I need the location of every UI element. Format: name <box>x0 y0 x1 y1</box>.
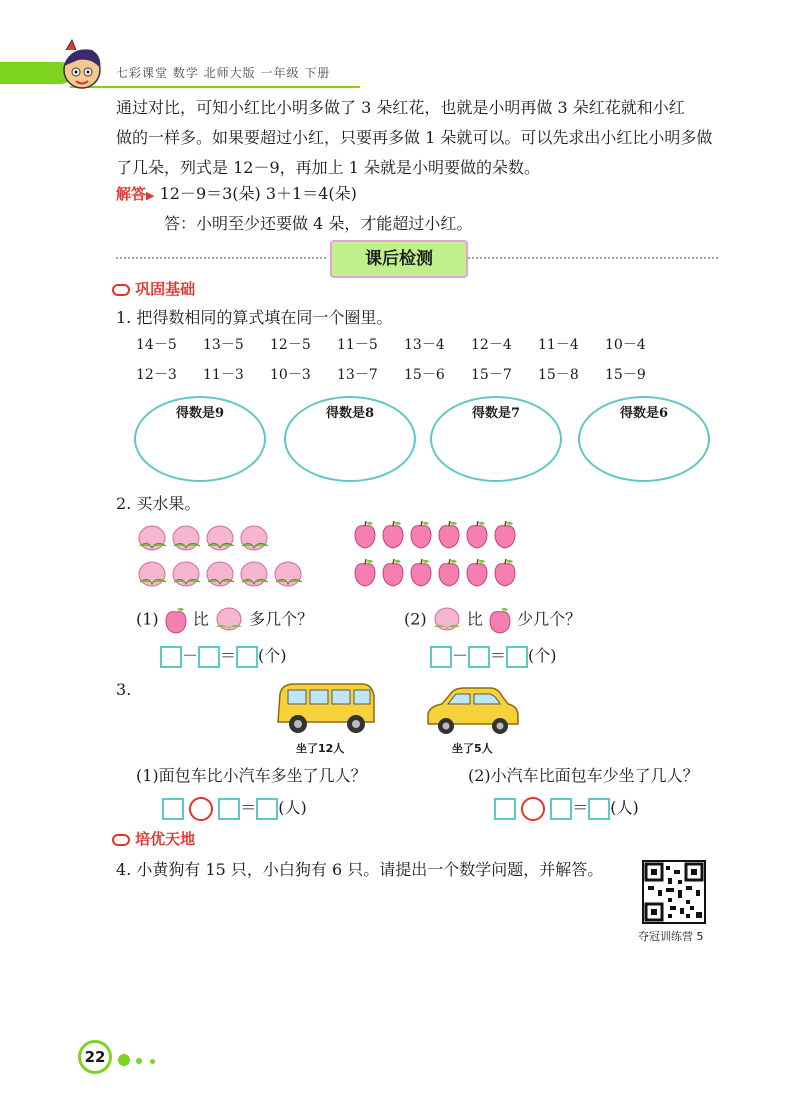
page-number: 22 <box>78 1040 112 1074</box>
section2-header <box>112 828 195 849</box>
divider-right <box>468 257 718 259</box>
equals-sign: ＝ <box>220 646 237 665</box>
answer-box[interactable] <box>160 646 182 668</box>
answer-box[interactable] <box>550 798 572 820</box>
operator-circle[interactable] <box>521 797 545 821</box>
q3-sub1: (1)面包车比小汽车多坐了几人？ <box>136 766 367 785</box>
answer-box[interactable] <box>236 646 258 668</box>
car-caption: 坐了5人 <box>452 742 493 755</box>
q3-sub1-equation <box>162 796 307 821</box>
apple-icon <box>488 606 512 634</box>
minus-sign: － <box>452 646 469 665</box>
operator-circle[interactable] <box>189 797 213 821</box>
q2-sub1-compare: 比 <box>192 609 209 629</box>
q2-sub1-question: 多几个？ <box>249 609 314 629</box>
expression-item[interactable]: 10－4 <box>605 337 646 353</box>
answer-box[interactable] <box>430 646 452 668</box>
footer-dot-medium <box>136 1058 142 1064</box>
oval-9-label: 得数是9 <box>175 406 225 421</box>
peach-icon <box>214 607 244 633</box>
expression-item[interactable]: 15－6 <box>404 367 445 383</box>
expression-item[interactable]: 11－3 <box>203 367 244 383</box>
oval-7-label: 得数是7 <box>471 406 521 421</box>
q4-prompt: 4. 小黄狗有 15 只，小白狗有 6 只。请提出一个数学问题，并解答。 <box>116 860 604 879</box>
header-title: 七彩课堂 数学 北师大版 一年级 下册 <box>116 66 331 80</box>
q2-sub2-num: (2) <box>404 609 427 629</box>
expression-item[interactable]: 11－5 <box>337 337 378 353</box>
expression-item[interactable]: 12－3 <box>136 367 177 383</box>
equals-sign: ＝ <box>240 798 257 817</box>
answer-row <box>116 182 357 208</box>
solution-line-1: 通过对比，可知小红比小明多做了 3 朵红花，也就是小明再做 3 朵红花就和小红 <box>116 98 685 117</box>
q2-sub2-compare: 比 <box>466 609 483 629</box>
peach-icon <box>432 607 462 633</box>
answer-box[interactable] <box>198 646 220 668</box>
expression-item[interactable]: 10－3 <box>270 367 311 383</box>
peaches-illustration <box>132 520 302 596</box>
apple-icon <box>164 606 188 634</box>
expression-item[interactable]: 12－4 <box>471 337 512 353</box>
q2-prompt: 2. 买水果。 <box>116 494 201 513</box>
q2-sub1-num: (1) <box>136 609 159 629</box>
apples-illustration <box>350 516 526 596</box>
oval-8-label: 得数是8 <box>325 406 375 421</box>
expression-item[interactable]: 15－9 <box>605 367 646 383</box>
expression-item[interactable]: 11－4 <box>538 337 579 353</box>
equals-sign: ＝ <box>490 646 507 665</box>
q2-sub2-equation <box>430 644 557 668</box>
answer-arrow-icon: ▶ <box>146 189 155 202</box>
answer-box[interactable] <box>588 798 610 820</box>
expression-item[interactable]: 14－5 <box>136 337 177 353</box>
minus-sign: － <box>182 646 199 665</box>
answer-expression: 12－9＝3(朵) 3＋1＝4(朵) <box>159 184 357 203</box>
section-marker-icon <box>112 834 130 846</box>
banner-title: 课后检测 <box>330 240 468 278</box>
q2-sub1 <box>136 606 313 634</box>
equals-sign: ＝ <box>572 798 589 817</box>
q2-sub2 <box>404 606 581 634</box>
expression-item[interactable]: 15－7 <box>471 367 512 383</box>
expression-item[interactable]: 15－8 <box>538 367 579 383</box>
expression-item[interactable]: 13－4 <box>404 337 445 353</box>
footer-dot-small <box>150 1059 155 1064</box>
q3-sub2-equation <box>494 796 639 821</box>
divider-left <box>116 257 326 259</box>
unit-label: (个) <box>258 646 287 665</box>
car-illustration <box>424 684 522 736</box>
section1-title: 巩固基础 <box>135 280 196 298</box>
q2-sub1-equation <box>160 644 287 668</box>
unit-label: (个) <box>528 646 557 665</box>
qr-caption: 夺冠训练营 5 <box>638 930 704 943</box>
unit-label: (人) <box>278 798 307 817</box>
q3-prompt: 3. <box>116 680 132 699</box>
minibus-illustration <box>274 678 378 736</box>
minibus-caption: 坐了12人 <box>296 742 345 755</box>
expression-item[interactable]: 12－5 <box>270 337 311 353</box>
header-underline <box>70 86 360 88</box>
answer-box[interactable] <box>256 798 278 820</box>
expression-item[interactable]: 13－7 <box>337 367 378 383</box>
answer-box[interactable] <box>468 646 490 668</box>
unit-label: (人) <box>610 798 639 817</box>
section-marker-icon <box>112 284 130 296</box>
section1-header <box>112 278 195 299</box>
mascot-icon <box>52 36 108 92</box>
q2-sub2-question: 少几个？ <box>517 609 582 629</box>
answer-box[interactable] <box>494 798 516 820</box>
answer-box[interactable] <box>162 798 184 820</box>
q3-sub2: (2)小汽车比面包车少坐了几人？ <box>468 766 699 785</box>
expression-item[interactable]: 13－5 <box>203 337 244 353</box>
footer-dot-large <box>118 1054 130 1066</box>
oval-6-label: 得数是6 <box>619 406 669 421</box>
qr-code-icon[interactable] <box>642 860 706 924</box>
q1-prompt: 1. 把得数相同的算式填在同一个圈里。 <box>116 308 393 327</box>
section2-title: 培优天地 <box>135 830 196 848</box>
answer-label: 解答 <box>116 185 147 203</box>
solution-line-3: 了几朵，列式是 12－9，再加上 1 朵就是小明要做的朵数。 <box>116 158 540 177</box>
solution-line-2: 做的一样多。如果要超过小红，只要再多做 1 朵就可以。可以先求出小红比小明多做 <box>116 128 713 147</box>
answer-box[interactable] <box>218 798 240 820</box>
answer-text: 答：小明至少还要做 4 朵，才能超过小红。 <box>164 214 473 233</box>
answer-box[interactable] <box>506 646 528 668</box>
